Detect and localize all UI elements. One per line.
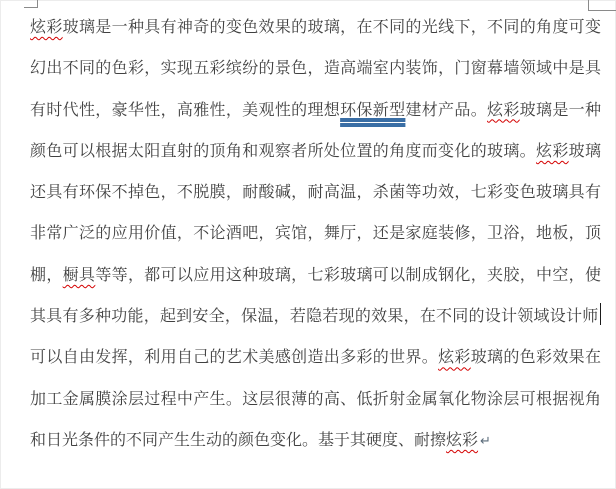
text-segment: 棚， bbox=[30, 266, 63, 284]
text-segment: 颜色可以根据太阳直射的顶角和观察者所处位置的角度而变化的玻璃。 bbox=[30, 142, 536, 160]
text-segment: 幻出不同的色彩，实现五彩缤纷的景色，造高端室内装饰，门窗幕墙领域中是具 bbox=[30, 60, 601, 78]
text-line bbox=[30, 90, 601, 131]
spell-error-segment: 炫彩 bbox=[438, 349, 471, 367]
spell-error-segment: 橱具 bbox=[62, 266, 96, 284]
text-segment: 玻璃 bbox=[568, 142, 601, 160]
text-segment: 和日光条件的不同产生生动的颜色变化。基于其硬度、耐擦 bbox=[30, 431, 447, 449]
text-line bbox=[30, 131, 601, 172]
spell-error-segment: 炫彩 bbox=[536, 142, 569, 160]
spell-error-segment: 炫彩 bbox=[487, 101, 520, 119]
text-segment: 非常广泛的应用价值，不论酒吧，宾馆，舞厅，还是家庭装修，卫浴，地板，顶 bbox=[30, 225, 601, 243]
paragraph-text-area[interactable] bbox=[30, 7, 601, 461]
text-segment: 玻璃是一种 bbox=[519, 101, 601, 119]
text-caret bbox=[600, 303, 602, 325]
text-line bbox=[30, 48, 601, 89]
text-line bbox=[30, 213, 601, 254]
text-line bbox=[30, 379, 601, 420]
text-segment: 加工金属膜涂层过程中产生。这层很薄的高、低折射金属氧化物涂层可根据视角 bbox=[30, 390, 601, 408]
paragraph-return-mark: ↵ bbox=[480, 433, 491, 449]
text-segment: 其具有多种功能，起到安全，保温，若隐若现的效果，在不同的设计领域设计师 bbox=[30, 308, 599, 326]
text-segment: 可以自由发挥，利用自己的艺术美感创造出多彩的世界。 bbox=[30, 349, 439, 367]
text-line bbox=[30, 296, 601, 337]
text-segment: 等等，都可以应用这种玻璃，七彩玻璃可以制成钢化，夹胶，中空，使 bbox=[95, 266, 601, 284]
text-segment: 玻璃的色彩效果在 bbox=[470, 349, 601, 367]
text-line bbox=[30, 337, 601, 378]
grammar-check-segment: 环保新型 bbox=[340, 101, 406, 119]
text-segment: 有时代性，豪华性，高雅性，美观性的理想 bbox=[30, 101, 341, 119]
spell-error-segment: 炫彩 bbox=[30, 19, 63, 36]
spell-error-segment: 炫彩 bbox=[446, 431, 479, 449]
text-line bbox=[30, 255, 601, 296]
text-line bbox=[30, 172, 601, 213]
text-line bbox=[30, 7, 601, 48]
text-segment: 建材产品。 bbox=[405, 101, 488, 119]
text-segment: 还具有环保不掉色，不脱膜，耐酸碱，耐高温，杀菌等功效，七彩变色玻璃具有 bbox=[30, 184, 601, 202]
text-line bbox=[30, 420, 601, 461]
text-segment: 玻璃是一种具有神奇的变色效果的玻璃，在不同的光线下，不同的角度可变 bbox=[62, 19, 601, 36]
